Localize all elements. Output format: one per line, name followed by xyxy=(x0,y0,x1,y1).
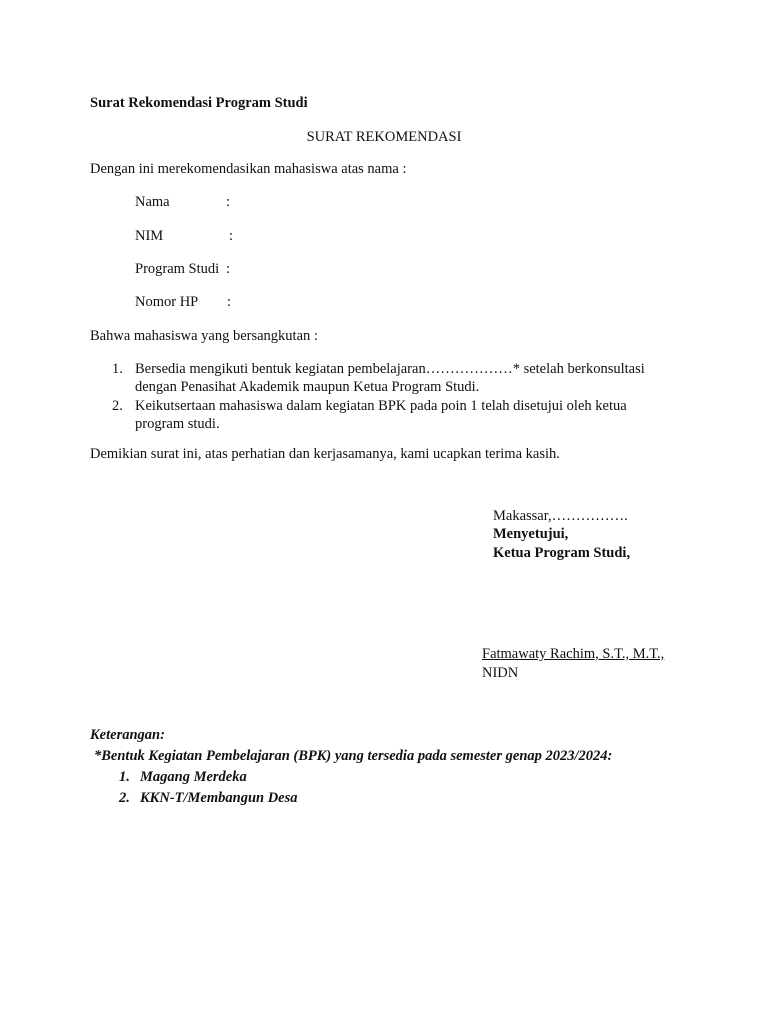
intro-text: Dengan ini merekomendasikan mahasiswa atas nama : xyxy=(90,161,407,177)
list-item-line: Keikutsertaan mahasiswa dalam kegiatan BPK pada poin 1 telah disetujui oleh ketua xyxy=(135,398,627,414)
place-date: Makassar,……………. xyxy=(493,508,628,524)
list-item-number: 1. xyxy=(112,361,123,377)
list-item-line: dengan Penasihat Akademik maupun Ketua Program Studi. xyxy=(135,379,480,395)
list-item-line: Bersedia mengikuti bentuk kegiatan pembelajaran………………* setelah berkonsultasi xyxy=(135,361,645,377)
field-label: NIM xyxy=(135,228,164,244)
statement-intro: Bahwa mahasiswa yang bersangkutan : xyxy=(90,328,318,344)
list-item-label: Magang Merdeka xyxy=(140,769,247,785)
field-label: Nomor HP xyxy=(135,294,199,310)
signer-name: Fatmawaty Rachim, S.T., M.T., xyxy=(482,646,665,662)
signer-id-label: NIDN xyxy=(482,665,519,681)
letter-title: SURAT REKOMENDASI xyxy=(306,129,462,145)
field-colon: : xyxy=(227,294,232,310)
list-item-number: 1. xyxy=(119,769,130,785)
field-colon: : xyxy=(226,261,231,277)
field-label: Program Studi xyxy=(135,261,220,277)
list-item-label: KKN-T/Membangun Desa xyxy=(140,790,298,806)
list-item-line: program studi. xyxy=(135,416,220,432)
field-label: Nama xyxy=(135,194,170,210)
list-item-number: 2. xyxy=(119,790,130,806)
notes-heading: Keterangan: xyxy=(90,727,165,743)
closing-text: Demikian surat ini, atas perhatian dan kerjasamanya, kami ucapkan terima kasih. xyxy=(90,446,560,462)
signer-position: Ketua Program Studi, xyxy=(493,545,631,561)
approval-label: Menyetujui, xyxy=(493,526,569,542)
field-colon: : xyxy=(226,194,231,210)
field-colon: : xyxy=(229,228,234,244)
notes-description: *Bentuk Kegiatan Pembelajaran (BPK) yang tersedia pada semester genap 2023/2024: xyxy=(94,748,613,764)
letter-subject: Surat Rekomendasi Program Studi xyxy=(90,95,308,111)
list-item-number: 2. xyxy=(112,398,123,414)
